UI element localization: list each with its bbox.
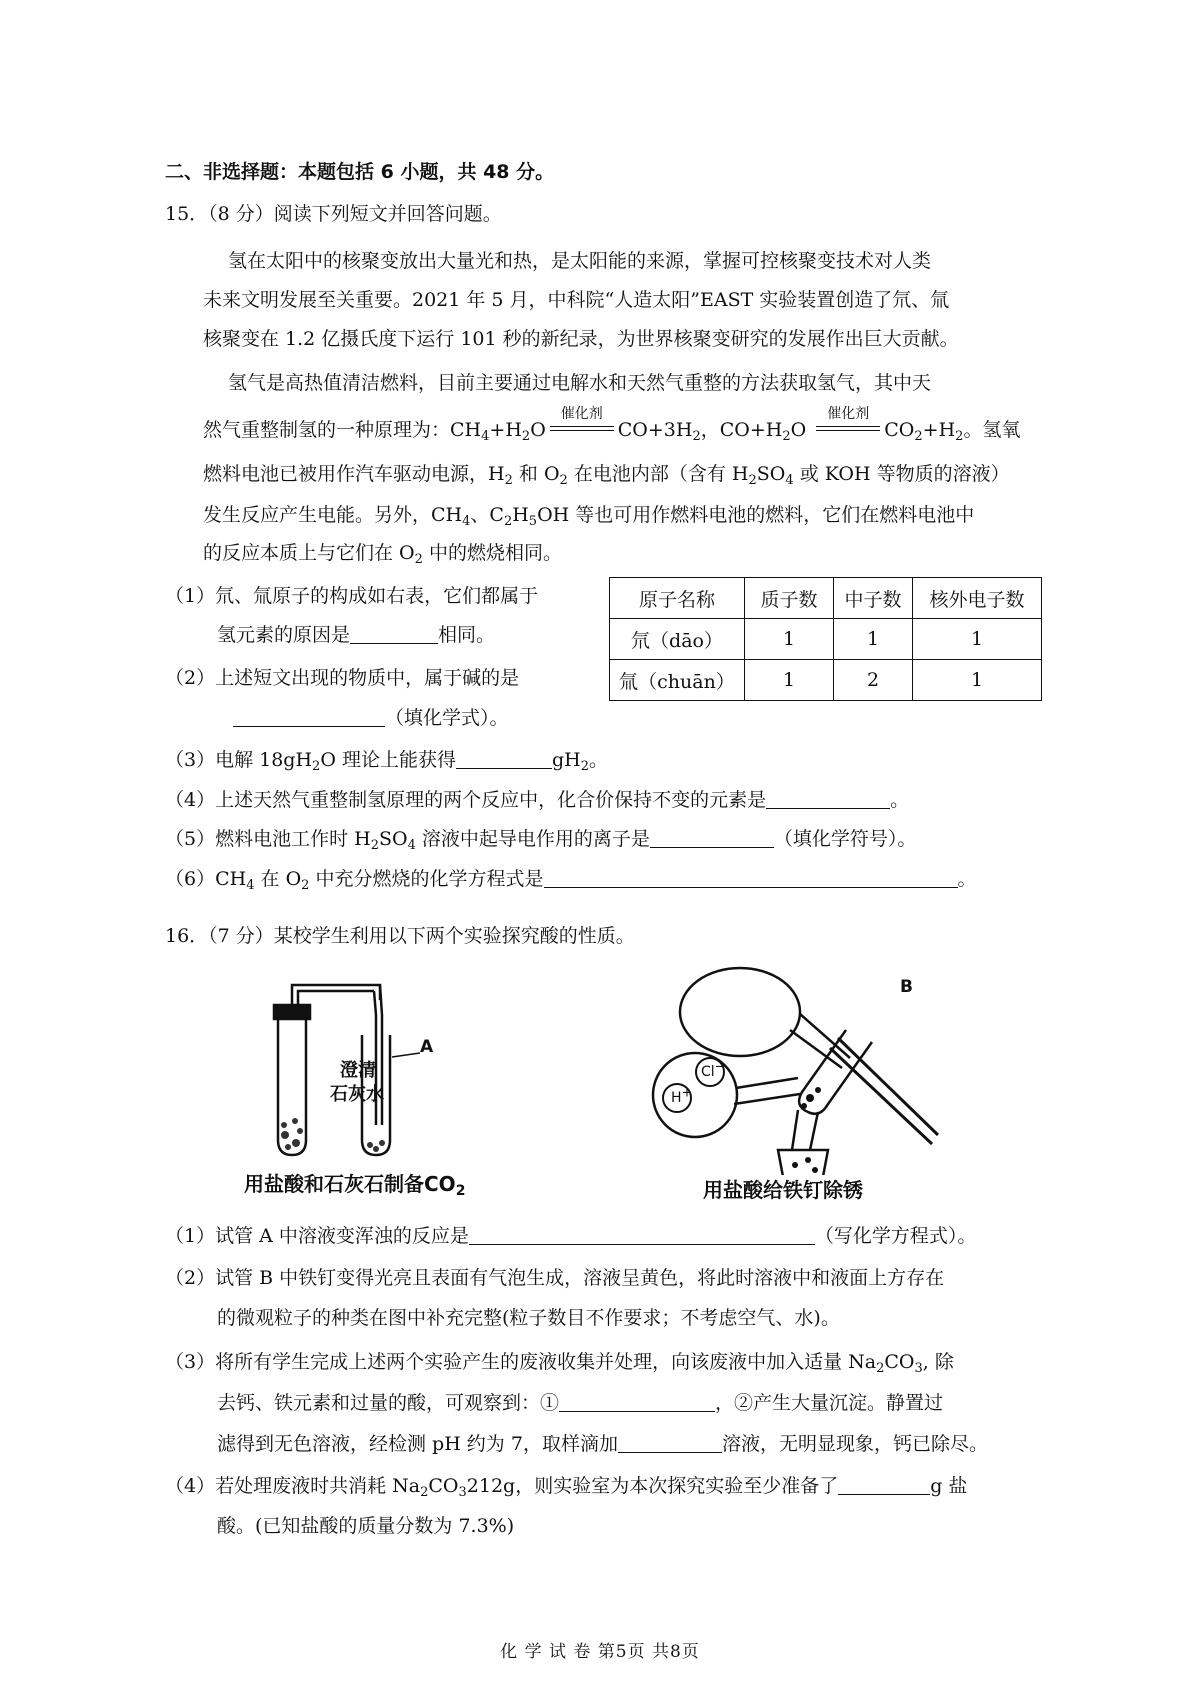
text: , 除 (922, 1351, 954, 1373)
q15-passage-line: 的反应本质上与它们在 $O_2$ 中的燃烧相同。 (203, 542, 562, 567)
answer-blank[interactable] (456, 748, 552, 769)
text: 中的燃烧相同。 (428, 542, 562, 564)
q15-sub5: （5）燃料电池工作时 $H_2SO_4$ 溶液中起导电作用的离子是 （填化学符号）。 (165, 828, 917, 853)
text: 中充分燃烧的化学方程式是 (315, 868, 544, 890)
fig1-caption: 用盐酸和石灰石制备$CO_2$ (244, 1172, 466, 1199)
text: 发生反应产生电能。另外，CH (203, 504, 463, 526)
text: （填化学符号）。 (773, 828, 917, 850)
text: 相同。 (438, 624, 496, 646)
text: （3）将所有学生完成上述两个实验产生的废液收集并处理，向该废液中加入适量 Na (165, 1351, 877, 1373)
table-cell: 2 (834, 660, 913, 701)
table-cell: 1 (834, 619, 913, 660)
text: 燃料电池已被用作汽车驱动电源， (203, 463, 489, 485)
text: O 理论上能获得 (320, 749, 456, 771)
text: 或 KOH 等物质的溶液） (799, 463, 1010, 485)
text: g 盐 (930, 1475, 968, 1497)
text: 滤得到无色溶液，经检测 pH 约为 7，取样滴加 (217, 1433, 618, 1455)
q15-sub3: （3）电解 $18gH_2O$ 理论上能获得 $gH_2$。 (165, 749, 608, 774)
section-title: 二、非选择题：本题包括 6 小题，共 48 分。 (165, 161, 555, 183)
q15-intro: 15．（8 分）阅读下列短文并回答问题。 (165, 203, 502, 225)
text: （1）试管 A 中溶液变浑浊的反应是 (165, 1225, 469, 1247)
table-row (610, 619, 1042, 660)
table-header: 核外电子数 (913, 578, 1042, 619)
q16-sub2-line2: 的微观粒子的种类在图中补充完整(粒子数目不作要求；不考虑空气、水)。 (217, 1307, 840, 1329)
table-header: 中子数 (834, 578, 913, 619)
q15-passage-line: 氢气是高热值清洁燃料，目前主要通过电解水和天然气重整的方法获取氢气，其中天 (228, 372, 932, 394)
table-cell: 氘（dāo） (610, 619, 745, 660)
text: 然气重整制氢的一种原理为： (203, 419, 451, 441)
table-cell: 1 (913, 619, 1042, 660)
text: （4）上述天然气重整制氢原理的两个反应中，化合价保持不变的元素是 (165, 789, 767, 811)
q15-sub4 (165, 786, 909, 814)
q16-sub4-line2: 酸。(已知盐酸的质量分数为 7.3%) (217, 1515, 515, 1537)
table-cell: 1 (745, 660, 834, 701)
text: 212g，则实验室为本次探究实验至少准备了 (466, 1475, 839, 1497)
table-cell: 1 (745, 619, 834, 660)
q15-sub1-line2 (217, 621, 495, 649)
page-footer: 化 学 试 卷 第5页 共8页 (500, 1642, 700, 1662)
text: H (671, 1090, 682, 1106)
text: CO (428, 1475, 459, 1497)
table-header: 原子名称 (610, 578, 745, 619)
q16-sub2: （2）试管 B 中铁钉变得光亮且表面有气泡生成，溶液呈黄色，将此时溶液中和液面上方存在 (165, 1267, 945, 1289)
catalyst-label: 催化剂 (560, 406, 603, 422)
label-limewater-1: 澄清 (340, 1060, 376, 1081)
q15-passage-line: 燃料电池已被用作汽车驱动电源，$H_2$ 和 $O_2$ 在电池内部（含有 $H_2SO_4$ 或 KOH 等物质的溶液） (203, 463, 1010, 488)
text: （6）CH (165, 868, 247, 890)
text: （3）电解 18gH (165, 749, 313, 771)
q15-passage-line: 未来文明发展至关重要。2021 年 5 月，中科院“人造太阳”EAST 实验装置创造了氘、氚 (203, 289, 950, 311)
table-cell: 氚（chuān） (610, 660, 745, 701)
answer-blank[interactable] (766, 788, 890, 809)
q16-sub1 (165, 1222, 976, 1250)
text: 溶液中起导电作用的离子是 (421, 828, 650, 850)
answer-blank[interactable] (233, 706, 385, 727)
answer-blank[interactable] (618, 1432, 722, 1453)
text: （4）若处理废液时共消耗 Na (165, 1475, 421, 1497)
q15-equation-line: 然气重整制氢的一种原理为：$CH_4+H_2O$ 催化剂 $CO+3H_2$，$CO+H_2O$ 催化剂 $CO_2+H_2$。氢氧 (203, 416, 1020, 444)
table-header: 质子数 (745, 578, 834, 619)
answer-blank[interactable] (350, 623, 438, 644)
text: ，②产生大量沉淀。静置过 (715, 1392, 944, 1414)
q16-sub4: （4）若处理废液时共消耗 $Na_2CO_3212g$，则实验室为本次探究实验至少准备了 g 盐 (165, 1475, 968, 1500)
q15-sub1: （1）氘、氚原子的构成如右表，它们都属于 (165, 585, 539, 607)
q15-passage-line: 氢在太阳中的核聚变放出大量光和热，是太阳能的来源，掌握可控核聚变技术对人类 (228, 250, 932, 272)
answer-blank[interactable] (650, 827, 774, 848)
text: 去钙、铁元素和过量的酸，可观察到：① (217, 1392, 560, 1414)
ion-cl-minus: Cl− (701, 1059, 726, 1080)
rust-removal-figure (650, 960, 970, 1175)
text: （填化学式）。 (385, 707, 509, 729)
answer-blank[interactable] (838, 1474, 930, 1495)
text: 等也可用作燃料电池的燃料，它们在燃料电池中 (575, 504, 975, 526)
text: gH (551, 749, 581, 771)
text: 氢元素的原因是 (217, 624, 351, 646)
answer-blank[interactable] (469, 1224, 815, 1245)
text: 溶液，无明显现象，钙已除尽。 (721, 1433, 988, 1455)
q16-sub3-line2 (217, 1389, 943, 1417)
answer-blank[interactable] (544, 867, 958, 888)
q16-sub3-line3 (217, 1430, 988, 1458)
ion-h-plus: H+ (671, 1085, 693, 1106)
text: 在电池内部（含有 (573, 463, 726, 485)
q15-sub2-line2 (233, 704, 509, 732)
label-B: B (900, 977, 913, 997)
text: 用盐酸和石灰石制备CO (244, 1172, 456, 1196)
catalyst-label: 催化剂 (827, 406, 870, 422)
catalyst-arrow (550, 406, 614, 434)
text: Cl (701, 1064, 715, 1080)
answer-blank[interactable] (559, 1391, 715, 1412)
text: CO (884, 1351, 915, 1373)
text: 。 (890, 789, 910, 811)
q16-sub3: （3）将所有学生完成上述两个实验产生的废液收集并处理，向该废液中加入适量 $Na_2CO_3$, 除 (165, 1351, 954, 1376)
text: （5）燃料电池工作时 H (165, 828, 371, 850)
table-cell: 1 (913, 660, 1042, 701)
text: （写化学方程式）。 (814, 1225, 977, 1247)
catalyst-arrow (816, 406, 880, 434)
label-limewater-2: 石灰水 (330, 1084, 384, 1105)
q15-passage-line: 核聚变在 1.2 亿摄氏度下运行 101 秒的新纪录，为世界核聚变研究的发展作出巨大贡献。 (203, 328, 959, 350)
q15-passage-line: 发生反应产生电能。另外，$CH_4$、$C_2H_5OH$ 等也可用作燃料电池的燃料，它们在燃料电池中 (203, 504, 975, 529)
q16-intro: 16．（7 分）某校学生利用以下两个实验探究酸的性质。 (165, 925, 635, 947)
label-A: A (420, 1037, 434, 1057)
text: 的反应本质上与它们在 O (203, 542, 415, 564)
text: 在 O (260, 868, 302, 890)
fig2-caption: 用盐酸给铁钉除锈 (703, 1178, 863, 1202)
q15-sub2: （2）上述短文出现的物质中，属于碱的是 (165, 667, 520, 689)
table-row (610, 660, 1042, 701)
q15-sub6: $(6)CH_4$ 在 $O_2$ 中充分燃烧的化学方程式是 。 (165, 868, 977, 893)
atom-table (609, 577, 1042, 701)
text: 。 (957, 868, 977, 890)
